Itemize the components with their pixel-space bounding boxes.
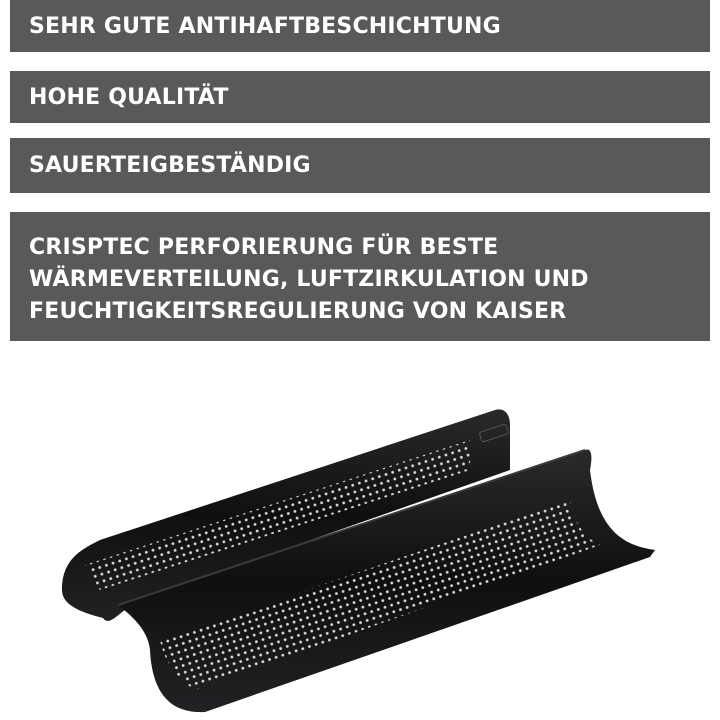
feature-text: HOHE QUALITÄT [29,84,229,110]
feature-text-line: FEUCHTIGKEITSREGULIERUNG VON KAISER [29,299,567,324]
feature-text: SEHR GUTE ANTIHAFTBESCHICHTUNG [29,13,501,39]
feature-banner-sourdough [10,138,710,193]
feature-text-line: WÄRMEVERTEILUNG, LUFTZIRKULATION UND [29,267,589,292]
baguette-tray-image [0,360,720,720]
feature-banner-nonstick [10,0,710,52]
feature-text-line: CRISPTEC PERFORIERUNG FÜR BESTE [29,235,499,260]
feature-text: SAUERTEIGBESTÄNDIG [29,153,311,178]
feature-banner-crisptec [10,212,710,341]
feature-banner-quality [10,71,710,123]
